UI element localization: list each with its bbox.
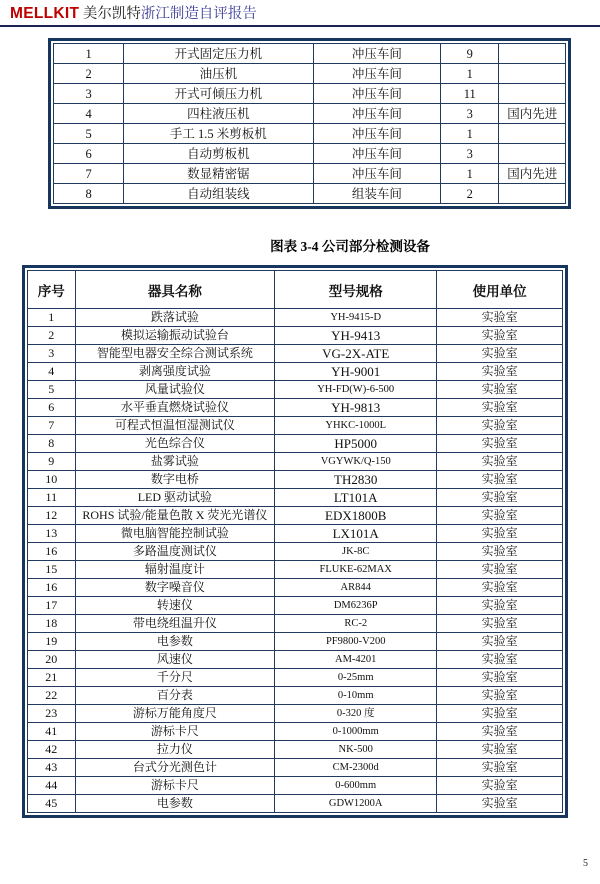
no-cell: 8	[54, 184, 124, 204]
note-cell	[499, 64, 566, 84]
production-equipment-table	[48, 38, 571, 209]
no-cell: 2	[54, 64, 124, 84]
unit-cell: 实验室	[437, 543, 563, 561]
name-cell: 微电脑智能控制试验	[75, 525, 275, 543]
no-cell: 21	[28, 669, 76, 687]
model-cell: YH-9813	[275, 399, 437, 417]
no-cell: 41	[28, 723, 76, 741]
qty-cell: 1	[441, 164, 499, 184]
table-row	[28, 705, 563, 723]
model-cell: YHKC-1000L	[275, 417, 437, 435]
unit-cell: 实验室	[437, 471, 563, 489]
no-cell: 42	[28, 741, 76, 759]
table-row	[54, 144, 566, 164]
table-row	[28, 579, 563, 597]
table-row	[28, 327, 563, 345]
table-row	[28, 363, 563, 381]
col-header-unit: 使用单位	[437, 271, 563, 309]
table-row	[28, 669, 563, 687]
note-cell	[499, 184, 566, 204]
unit-cell: 实验室	[437, 417, 563, 435]
model-cell: YH-9413	[275, 327, 437, 345]
table-row	[28, 777, 563, 795]
no-cell: 43	[28, 759, 76, 777]
table-row	[54, 84, 566, 104]
table-row	[28, 381, 563, 399]
unit-cell: 实验室	[437, 381, 563, 399]
table-row	[28, 759, 563, 777]
workshop-cell: 冲压车间	[313, 84, 440, 104]
table-row	[28, 543, 563, 561]
col-header-no: 序号	[28, 271, 76, 309]
table-row	[28, 795, 563, 813]
no-cell: 5	[54, 124, 124, 144]
note-cell	[499, 144, 566, 164]
qty-cell: 3	[441, 144, 499, 164]
name-cell: 剥离强度试验	[75, 363, 275, 381]
unit-cell: 实验室	[437, 795, 563, 813]
no-cell: 4	[28, 363, 76, 381]
model-cell: 0-10mm	[275, 687, 437, 705]
no-cell: 1	[54, 44, 124, 64]
header-title-blue: 浙江制造自评报告	[140, 6, 257, 22]
name-cell: 开式固定压力机	[124, 44, 313, 64]
table-row	[28, 435, 563, 453]
table-row	[28, 345, 563, 363]
model-cell: VGYWK/Q-150	[275, 453, 437, 471]
workshop-cell: 冲压车间	[313, 144, 440, 164]
table-row	[28, 615, 563, 633]
qty-cell: 2	[441, 184, 499, 204]
no-cell: 23	[28, 705, 76, 723]
no-cell: 22	[28, 687, 76, 705]
no-cell: 4	[54, 104, 124, 124]
name-cell: 游标万能角度尺	[75, 705, 275, 723]
page-header	[10, 4, 257, 24]
model-cell: JK-8C	[275, 543, 437, 561]
no-cell: 3	[54, 84, 124, 104]
name-cell: 模拟运输振动试验台	[75, 327, 275, 345]
unit-cell: 实验室	[437, 669, 563, 687]
model-cell: FLUKE-62MAX	[275, 561, 437, 579]
unit-cell: 实验室	[437, 579, 563, 597]
name-cell: 游标卡尺	[75, 723, 275, 741]
testing-equipment-table	[22, 265, 568, 818]
no-cell: 16	[28, 543, 76, 561]
name-cell: 可程式恒温恒湿测试仪	[75, 417, 275, 435]
name-cell: 辐射温度计	[75, 561, 275, 579]
production-equipment-table-body	[54, 44, 566, 204]
unit-cell: 实验室	[437, 525, 563, 543]
no-cell: 44	[28, 777, 76, 795]
unit-cell: 实验室	[437, 309, 563, 327]
no-cell: 13	[28, 525, 76, 543]
table-row	[28, 633, 563, 651]
no-cell: 9	[28, 453, 76, 471]
no-cell: 2	[28, 327, 76, 345]
workshop-cell: 冲压车间	[313, 64, 440, 84]
table-row	[54, 44, 566, 64]
name-cell: 手工 1.5 米剪板机	[124, 124, 313, 144]
unit-cell: 实验室	[437, 759, 563, 777]
no-cell: 7	[54, 164, 124, 184]
qty-cell: 9	[441, 44, 499, 64]
name-cell: 四柱液压机	[124, 104, 313, 124]
model-cell: VG-2X-ATE	[275, 345, 437, 363]
model-cell: 0-1000mm	[275, 723, 437, 741]
unit-cell: 实验室	[437, 597, 563, 615]
no-cell: 6	[54, 144, 124, 164]
table-row	[28, 399, 563, 417]
table-row	[28, 453, 563, 471]
table-row	[28, 489, 563, 507]
name-cell: 光色综合仪	[75, 435, 275, 453]
name-cell: 游标卡尺	[75, 777, 275, 795]
unit-cell: 实验室	[437, 615, 563, 633]
model-cell: YH-9001	[275, 363, 437, 381]
testing-table-body	[28, 309, 563, 813]
name-cell: 千分尺	[75, 669, 275, 687]
model-cell: AR844	[275, 579, 437, 597]
unit-cell: 实验室	[437, 453, 563, 471]
name-cell: 台式分光测色计	[75, 759, 275, 777]
model-cell: DM6236P	[275, 597, 437, 615]
no-cell: 10	[28, 471, 76, 489]
name-cell: 数字噪音仪	[75, 579, 275, 597]
header-title-black: 美尔凯特	[79, 6, 141, 22]
table-row	[28, 741, 563, 759]
model-cell: CM-2300d	[275, 759, 437, 777]
model-cell: AM-4201	[275, 651, 437, 669]
name-cell: 开式可倾压力机	[124, 84, 313, 104]
unit-cell: 实验室	[437, 489, 563, 507]
model-cell: EDX1800B	[275, 507, 437, 525]
table-row	[54, 124, 566, 144]
no-cell: 19	[28, 633, 76, 651]
col-header-name: 器具名称	[75, 271, 275, 309]
unit-cell: 实验室	[437, 399, 563, 417]
no-cell: 7	[28, 417, 76, 435]
unit-cell: 实验室	[437, 741, 563, 759]
section-title: 图表 3-4 公司部分检测设备	[270, 239, 430, 254]
no-cell: 45	[28, 795, 76, 813]
table-row	[54, 104, 566, 124]
workshop-cell: 冲压车间	[313, 104, 440, 124]
model-cell: 0-600mm	[275, 777, 437, 795]
table-row	[28, 471, 563, 489]
unit-cell: 实验室	[437, 507, 563, 525]
name-cell: 跌落试验	[75, 309, 275, 327]
name-cell: 多路温度测试仪	[75, 543, 275, 561]
no-cell: 17	[28, 597, 76, 615]
table-row	[28, 507, 563, 525]
name-cell: 油压机	[124, 64, 313, 84]
qty-cell: 1	[441, 124, 499, 144]
model-cell: GDW1200A	[275, 795, 437, 813]
table-row	[28, 309, 563, 327]
name-cell: 盐雾试验	[75, 453, 275, 471]
name-cell: 数字电桥	[75, 471, 275, 489]
note-cell	[499, 44, 566, 64]
name-cell: 数显精密锯	[124, 164, 313, 184]
table-row	[54, 184, 566, 204]
unit-cell: 实验室	[437, 687, 563, 705]
note-cell: 国内先进	[499, 164, 566, 184]
name-cell: 百分表	[75, 687, 275, 705]
unit-cell: 实验室	[437, 723, 563, 741]
model-cell: LT101A	[275, 489, 437, 507]
name-cell: 电参数	[75, 633, 275, 651]
name-cell: 电参数	[75, 795, 275, 813]
unit-cell: 实验室	[437, 327, 563, 345]
workshop-cell: 冲压车间	[313, 164, 440, 184]
table-row	[28, 525, 563, 543]
no-cell: 15	[28, 561, 76, 579]
page-number: 5	[583, 858, 588, 869]
table-row	[28, 561, 563, 579]
unit-cell: 实验室	[437, 651, 563, 669]
model-cell: YH-9415-D	[275, 309, 437, 327]
name-cell: 风量试验仪	[75, 381, 275, 399]
table-row	[28, 687, 563, 705]
model-cell: 0-320 度	[275, 705, 437, 723]
unit-cell: 实验室	[437, 363, 563, 381]
no-cell: 3	[28, 345, 76, 363]
unit-cell: 实验室	[437, 561, 563, 579]
header-rule	[0, 25, 600, 27]
qty-cell: 3	[441, 104, 499, 124]
no-cell: 20	[28, 651, 76, 669]
note-cell: 国内先进	[499, 104, 566, 124]
model-cell: RC-2	[275, 615, 437, 633]
name-cell: 风速仪	[75, 651, 275, 669]
model-cell: YH-FD(W)-6-500	[275, 381, 437, 399]
note-cell	[499, 124, 566, 144]
name-cell: 智能型电器安全综合测试系统	[75, 345, 275, 363]
unit-cell: 实验室	[437, 633, 563, 651]
name-cell: 自动组装线	[124, 184, 313, 204]
note-cell	[499, 84, 566, 104]
model-cell: TH2830	[275, 471, 437, 489]
unit-cell: 实验室	[437, 435, 563, 453]
unit-cell: 实验室	[437, 345, 563, 363]
name-cell: LED 驱动试验	[75, 489, 275, 507]
no-cell: 6	[28, 399, 76, 417]
workshop-cell: 冲压车间	[313, 44, 440, 64]
name-cell: 拉力仪	[75, 741, 275, 759]
table-row	[28, 417, 563, 435]
model-cell: 0-25mm	[275, 669, 437, 687]
no-cell: 1	[28, 309, 76, 327]
model-cell: HP5000	[275, 435, 437, 453]
model-cell: LX101A	[275, 525, 437, 543]
no-cell: 16	[28, 579, 76, 597]
workshop-cell: 冲压车间	[313, 124, 440, 144]
brand-logo-text: MELLKIT	[10, 5, 80, 22]
name-cell: 自动剪板机	[124, 144, 313, 164]
unit-cell: 实验室	[437, 777, 563, 795]
no-cell: 11	[28, 489, 76, 507]
name-cell: 水平垂直燃烧试验仪	[75, 399, 275, 417]
name-cell: 带电绕组温升仪	[75, 615, 275, 633]
no-cell: 5	[28, 381, 76, 399]
table-row	[28, 723, 563, 741]
table-row	[54, 64, 566, 84]
table-row	[54, 164, 566, 184]
col-header-model: 型号规格	[275, 271, 437, 309]
workshop-cell: 组装车间	[313, 184, 440, 204]
table-row	[28, 597, 563, 615]
model-cell: NK-500	[275, 741, 437, 759]
name-cell: ROHS 试验/能量色散 X 荧光光谱仪	[75, 507, 275, 525]
table-row	[28, 651, 563, 669]
no-cell: 12	[28, 507, 76, 525]
qty-cell: 11	[441, 84, 499, 104]
no-cell: 18	[28, 615, 76, 633]
no-cell: 8	[28, 435, 76, 453]
qty-cell: 1	[441, 64, 499, 84]
model-cell: PF9800-V200	[275, 633, 437, 651]
testing-table-header-row	[28, 271, 563, 309]
name-cell: 转速仪	[75, 597, 275, 615]
unit-cell: 实验室	[437, 705, 563, 723]
